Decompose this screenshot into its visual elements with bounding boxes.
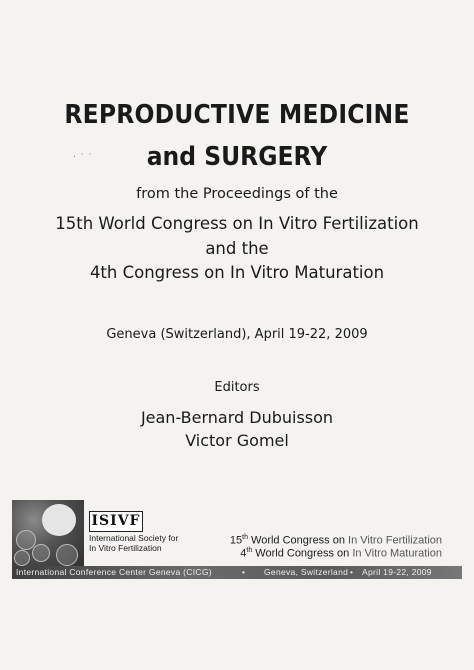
cell-shape [14, 550, 30, 566]
congress-line2: and the [205, 239, 269, 258]
society-line: International Society for [89, 533, 179, 543]
congress-text: World Congress on [247, 534, 349, 547]
strip-bullet: • [242, 567, 246, 577]
ordinal-number: 15 [229, 534, 243, 547]
strip-bullet: • [350, 567, 354, 577]
strip-dates: April 19-22, 2009 [362, 567, 432, 577]
book-title-line1: REPRODUCTIVE MEDICINE [64, 100, 410, 130]
venue-date: Geneva (Switzerland), April 19-22, 2009 [106, 327, 368, 342]
cell-shape [32, 544, 50, 562]
congress-line3: 4th Congress on In Vitro Maturation [89, 263, 385, 282]
speckle-marks: . · · [73, 150, 93, 160]
subtitle: from the Proceedings of the [136, 186, 338, 202]
congress-topic: In Vitro Fertilization [348, 534, 442, 547]
banner-congress-line [230, 534, 442, 547]
editors-label: Editors [214, 380, 260, 395]
ordinal-suffix: th [246, 547, 253, 554]
strip-venue: International Conference Center Geneva (CICG) [16, 567, 212, 577]
society-line: In Vitro Fertilization [89, 543, 162, 553]
editor-name: Victor Gomel [185, 431, 289, 450]
ordinal-number: 4 [240, 547, 247, 560]
society-name [89, 533, 178, 553]
baby-face [42, 504, 76, 536]
congress-line1: 15th World Congress on In Vitro Fertilization [55, 214, 419, 233]
cell-shape [56, 544, 78, 566]
ordinal-suffix: th [242, 534, 248, 541]
venue-strip [12, 566, 462, 579]
isivf-logo: ISIVF [89, 511, 143, 532]
embryo-baby-photo [12, 500, 84, 567]
congress-topic: In Vitro Maturation [352, 547, 442, 560]
banner-congress-line [240, 547, 442, 560]
editor-name: Jean-Bernard Dubuisson [140, 408, 334, 427]
congress-text: World Congress on [252, 547, 353, 560]
strip-city: Geneva, Switzerland [264, 567, 349, 577]
book-title-line2: and SURGERY [146, 142, 328, 172]
